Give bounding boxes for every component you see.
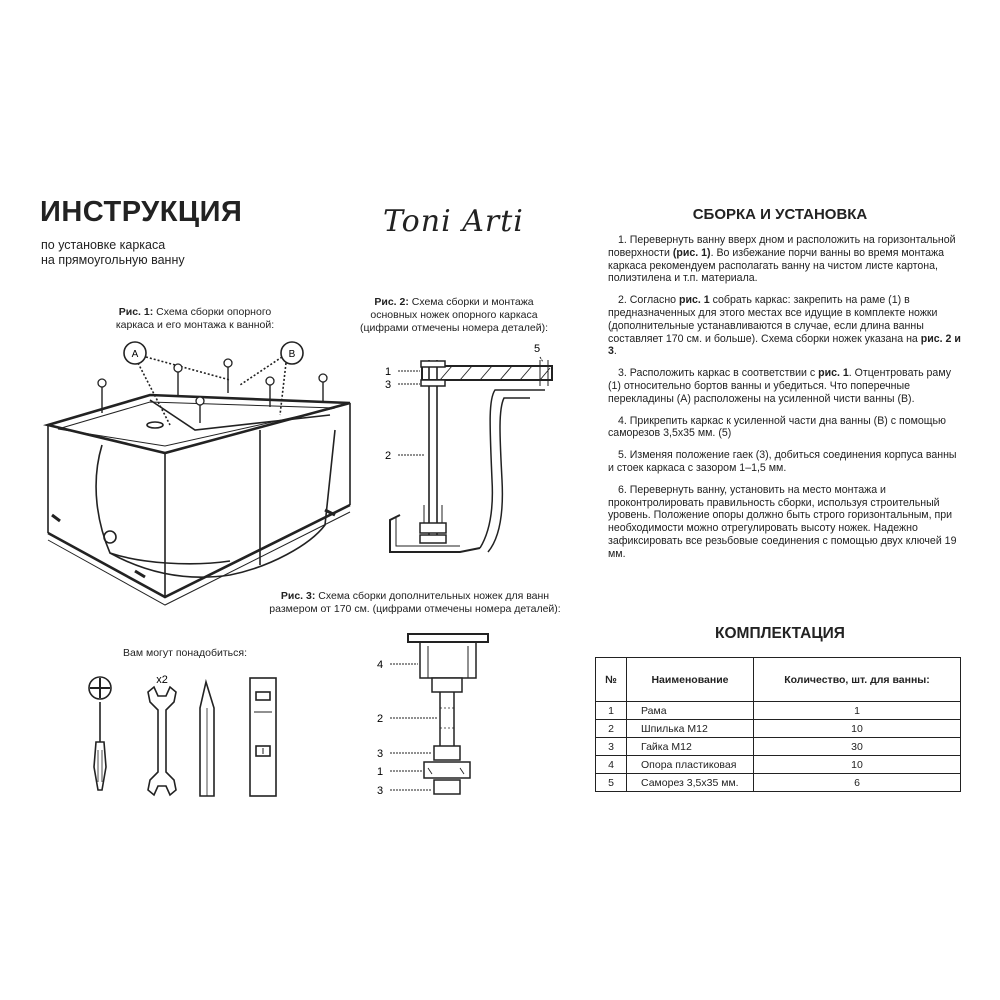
subtitle <box>41 238 185 268</box>
fig1-label-b: B <box>288 349 296 360</box>
page-title: ИНСТРУКЦИЯ <box>40 196 243 228</box>
step-1: 1. Перевернуть ванну вверх дном и расположить на горизонтальной поверхности (рис. 1). Во избежание порчи ванны во время монтажа каркаса рекомендуем располагать ванну на чистом листе картона, полиэтилена и т.п. материала. <box>608 234 956 285</box>
fig3-label-1: 1 <box>376 766 384 778</box>
kit-header-qty: Количество, шт. для ванны: <box>754 658 961 702</box>
fig2-text-1: Схема сборки и монтажа <box>408 296 534 308</box>
kit-table <box>595 657 961 792</box>
step-3: 3. Расположить каркас в соответствии с рис. 1. Отцентровать раму (1) относительно бортов ванны и убедиться. Что поперечные перекладины (A) расположены на усиленной чисти ванны (B). <box>608 367 952 405</box>
fig2-text-3: (цифрами отмечены номера деталей): <box>359 322 549 334</box>
tools-caption: Вам могут понадобиться: <box>123 647 247 659</box>
fig2-caption <box>328 296 580 335</box>
brand-logo: Toni Arti <box>383 204 524 239</box>
fig2-label-5: 5 <box>533 343 541 355</box>
fig1-text-2: каркаса и его монтажа к ванной: <box>115 319 275 331</box>
table-row: 2 Шпилька М12 10 <box>596 720 961 738</box>
subtitle-line-1: по установке каркаса <box>41 238 166 252</box>
fig3-text-1: Схема сборки дополнительных ножек для ванн <box>315 590 550 602</box>
fig1-prefix: Рис. 1: <box>118 306 154 318</box>
fig2-prefix: Рис. 2: <box>374 296 409 308</box>
pencil-icon <box>200 682 214 796</box>
fig2-text-2: основных ножек опорного каркаса <box>370 309 538 321</box>
wrench-icon <box>148 687 176 795</box>
fig2-label-1: 1 <box>384 366 392 378</box>
fig3-text-2: размером от 170 см. (цифрами отмечены номера деталей): <box>269 603 561 615</box>
table-row: 4 Опора пластиковая 10 <box>596 756 961 774</box>
fig3-caption <box>255 590 575 616</box>
step-6: 6. Перевернуть ванну, установить на место монтажа и проконтролировать правильность сборки, используя строительный уровень. Положение опоры должно быть строго горизонтальным, при необходимости можно отрегулировать высоту ножек. Надежно зафиксировать все резьбовые соединения с помощью двух ключей 19 мм. <box>608 483 957 560</box>
assembly-title: СБОРКА И УСТАНОВКА <box>692 206 868 223</box>
wrench-count: x2 <box>156 674 168 686</box>
table-row: 5 Саморез 3,5х35 мм. 6 <box>596 774 961 792</box>
fig3-label-2: 2 <box>376 713 384 725</box>
fig1-label-a: A <box>131 349 139 360</box>
fig3-label-4: 4 <box>376 659 384 671</box>
fig3-prefix: Рис. 3: <box>280 590 316 602</box>
fig1-frame-diagram <box>30 335 360 610</box>
assembly-steps <box>608 234 963 570</box>
table-row: 1 Рама 1 <box>596 702 961 720</box>
level-icon <box>250 678 276 796</box>
fig1-caption <box>100 306 290 332</box>
fig3-label-3b: 3 <box>376 785 384 797</box>
step-4: 4. Прикрепить каркас к усиленной части дна ванны (B) с помощью саморезов 3,5х35 мм. (5) <box>608 414 946 440</box>
fig2-leg-diagram <box>380 340 580 570</box>
step-5: 5. Изменяя положение гаек (3), добиться соединения корпуса ванны и стоек каркаса с зазором 1–1,5 мм. <box>608 449 957 474</box>
kit-header-name: Наименование <box>627 658 754 702</box>
step-2: 2. Согласно рис. 1 собрать каркас: закрепить на раме (1) в предназначенных для этого местах все идущие в комплекте ножки (дополнительные устанавливаются в случае, если длина ванны составляет 170 см. и больше). Схема сборки ножек указана на рис. 2 и 3. <box>608 294 961 358</box>
fig1-text-1: Схема сборки опорного <box>153 306 272 318</box>
fig2-label-3: 3 <box>384 379 392 391</box>
kit-header-num: № <box>596 658 627 702</box>
kit-title: КОМПЛЕКТАЦИЯ <box>715 625 845 642</box>
tools-illustration <box>78 672 300 807</box>
table-row: 3 Гайка М12 30 <box>596 738 961 756</box>
fig2-label-2: 2 <box>384 450 392 462</box>
subtitle-line-2: на прямоугольную ванну <box>41 253 185 267</box>
fig3-label-3a: 3 <box>376 748 384 760</box>
fig3-extra-leg-diagram <box>370 628 510 803</box>
screwdriver-icon <box>89 677 111 790</box>
